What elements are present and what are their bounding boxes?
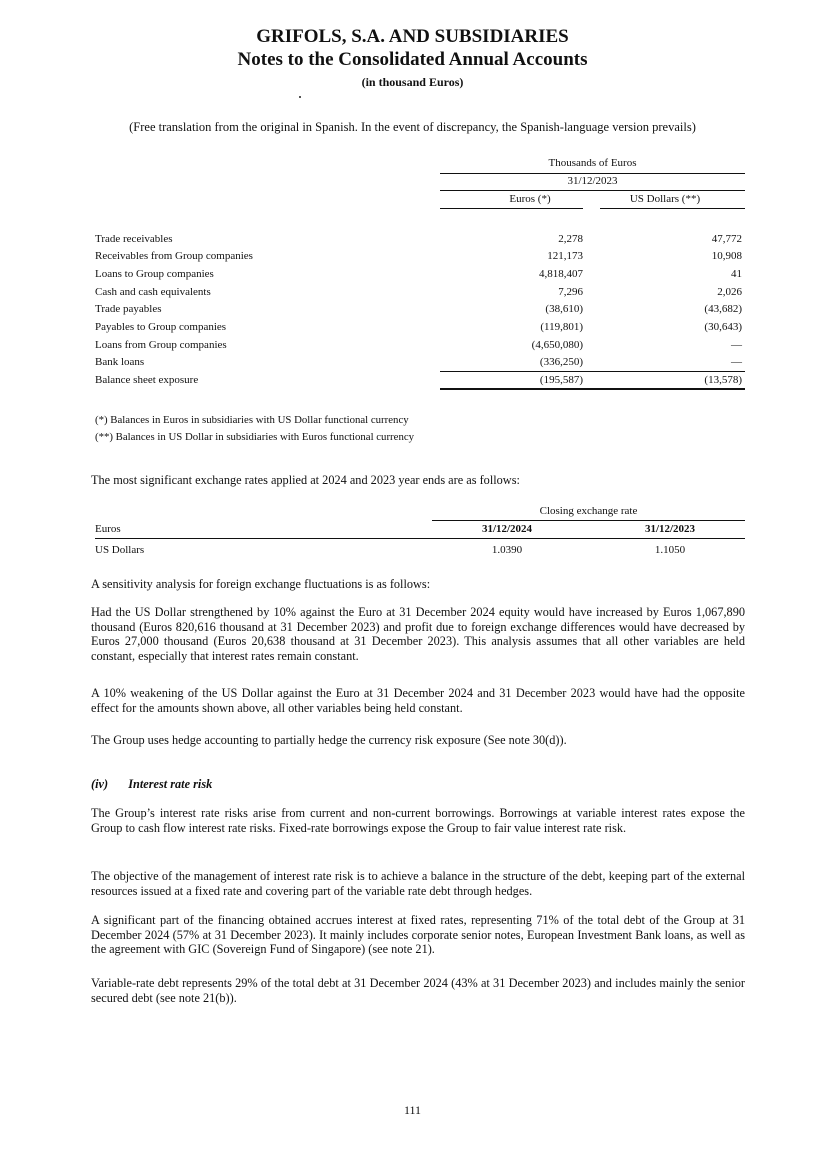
row-value-usd: (13,578) — [704, 374, 742, 386]
rates-row-rule — [95, 538, 745, 539]
row-label: Loans to Group companies — [95, 268, 214, 280]
row-value-euros: 7,296 — [558, 286, 583, 298]
page-number: 111 — [403, 1103, 422, 1117]
row-value-usd: 47,772 — [711, 233, 742, 245]
row-label: Trade receivables — [95, 233, 173, 245]
row-value-euros: 121,173 — [547, 250, 583, 262]
section-number: (iv) — [91, 777, 109, 791]
weakening-paragraph: A 10% weakening of the US Dollar against the Euro at 31 December 2024 and 31 December 2023 would have had the opposite effect for the amounts shown above, all other variables being held constant. — [91, 686, 745, 715]
footnote-euros: (*) Balances in Euros in subsidiaries with US Dollar functional currency — [95, 414, 409, 426]
hedge-paragraph: The Group uses hedge accounting to partially hedge the currency risk exposure (See note 30(d)). — [91, 733, 567, 747]
row-value-euros: 2,278 — [558, 233, 583, 245]
sensitivity-intro: A sensitivity analysis for foreign exchange fluctuations is as follows: — [91, 577, 431, 591]
row-label: Bank loans — [95, 356, 145, 368]
rates-col-2023: 31/12/2023 — [644, 523, 696, 535]
col-header-usd: US Dollars (**) — [629, 193, 701, 205]
table-group-header: Thousands of Euros — [548, 157, 637, 169]
row-value-euros: (119,801) — [540, 321, 583, 333]
row-label: Cash and cash equivalents — [95, 286, 211, 298]
row-value-usd: — — [731, 356, 742, 368]
col2-rule — [600, 208, 745, 209]
rates-row-header: Euros — [95, 523, 121, 535]
row-value-euros: (336,250) — [539, 356, 583, 368]
total-bottom-rule — [440, 388, 745, 390]
rate-2024: 1.0390 — [491, 544, 523, 556]
company-title: GRIFOLS, S.A. AND SUBSIDIARIES — [256, 26, 569, 47]
row-value-usd: 2,026 — [717, 286, 742, 298]
col1-rule — [440, 208, 583, 209]
variable-rate-paragraph: Variable-rate debt represents 29% of the total debt at 31 December 2024 (43% at 31 December 2023) and includes mainly the senior secured debt (see note 21(b)). — [91, 976, 745, 1005]
rates-col-2024: 31/12/2024 — [481, 523, 533, 535]
row-value-usd: 10,908 — [711, 250, 742, 262]
document-subtitle: Notes to the Consolidated Annual Accounts — [237, 49, 588, 70]
interest-risk-paragraph: The Group’s interest rate risks arise from current and non-current borrowings. Borrowings at variable interest rates expose the Group to cash flow interest rate risks. Fixed-rate borrowings expose the Group to fair value interest rate risk. — [91, 806, 745, 835]
row-value-euros: (38,610) — [545, 303, 583, 315]
row-label: Loans from Group companies — [95, 339, 227, 351]
row-value-usd: 41 — [731, 268, 742, 280]
rates-intro: The most significant exchange rates applied at 2024 and 2023 year ends are as follows: — [91, 473, 520, 487]
rates-header-rule — [432, 520, 745, 521]
section-heading — [91, 777, 212, 792]
row-label: Balance sheet exposure — [95, 374, 199, 386]
row-value-euros: (4,650,080) — [531, 339, 583, 351]
section-title: Interest rate risk — [128, 777, 213, 791]
row-value-usd: (43,682) — [704, 303, 742, 315]
translation-note: (Free translation from the original in Spanish. In the event of discrepancy, the Spanish-language version prevails) — [129, 120, 696, 134]
objective-paragraph: The objective of the management of interest rate risk is to achieve a balance in the structure of the debt, keeping part of the external resources issued at a fixed rate and covering part of the variable rate debt through hedges. — [91, 869, 745, 898]
date-rule — [440, 190, 745, 191]
row-value-euros: (195,587) — [539, 374, 583, 386]
total-top-rule — [440, 371, 745, 372]
fixed-rate-paragraph: A significant part of the financing obtained accrues interest at fixed rates, representing 71% of the total debt of the Group at 31 December 2024 (57% at 31 December 2023). It mainly includes corporate senior notes, European Investment Bank loans, as well as the agreement with GIC (Sovereign Fund of Singapore) (see note 21). — [91, 913, 745, 957]
col-header-euros: Euros (*) — [509, 193, 551, 205]
sensitivity-paragraph: Had the US Dollar strengthened by 10% against the Euro at 31 December 2024 equity would have increased by Euros 1,067,890 thousand (Euros 820,616 thousand at 31 December 2023) and profit due to foreign exchange differences would have decreased by Euros 27,000 thousand (Euros 20,638 thousand at 31 December 2023). This analysis assumes that all other variables are held constant, especially that interest rates remain constant. — [91, 605, 745, 663]
row-label: Payables to Group companies — [95, 321, 227, 333]
rates-row-label: US Dollars — [95, 544, 145, 556]
header-rule — [440, 173, 745, 174]
rates-group-header: Closing exchange rate — [539, 505, 638, 517]
footnote-usd: (**) Balances in US Dollar in subsidiaries with Euros functional currency — [95, 431, 415, 443]
row-value-usd: (30,643) — [704, 321, 742, 333]
units-note: (in thousand Euros) — [361, 75, 464, 89]
row-value-euros: 4,818,407 — [539, 268, 583, 280]
row-label: Trade payables — [95, 303, 162, 315]
row-value-usd: — — [731, 339, 742, 351]
stray-dot — [299, 96, 301, 98]
table-date-header: 31/12/2023 — [567, 175, 618, 187]
row-label: Receivables from Group companies — [95, 250, 253, 262]
rate-2023: 1.1050 — [654, 544, 686, 556]
